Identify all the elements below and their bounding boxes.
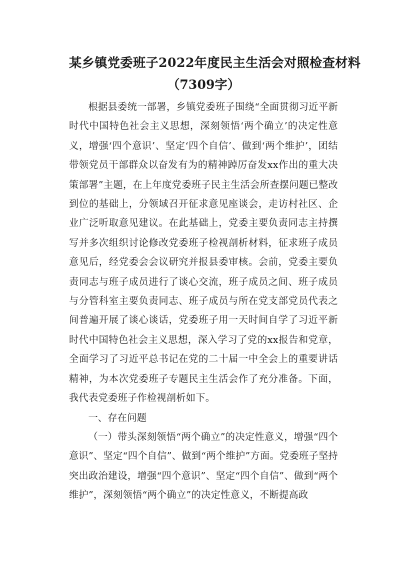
document-title: 某乡镇党委班子2022年度民主生活会对照检查材料: [69, 55, 361, 70]
body-paragraph: 根据县委统一部署，乡镇党委班子围绕“全面贯彻习近平新时代中国特色社会主义思想，深刻领悟‘两个确立’的决定性意义，增强‘四个意识’、坚定‘四个自信’、做到‘两个维护’，团结带领党员干部群众以奋发有为的精神踔厉奋发xx作出的重大决策部署”主题，在上年度党委班子民主生活会所查摆问题已整改到位的基础上，分领域召开征求意见座谈会，走访村社区、企业广泛听取意见建议。在此基础上，党委主要负责同志主持撰写并多次组织讨论修改党委班子检视剖析材料，征求班子成员意见后，经党委会会议研究并报县委审核。会前，党委主要负责同志与班子成员进行了谈心交流，班子成员之间、班子成员与分管科室主要负责同志、班子成员与所在党支部党员代表之间普遍开展了谈心谈话，党委班子用一天时间自学了习近平新时代中国特色社会主义思想，深入学习了党的xx报告和党章，全面学习了习近平总书记在党的二十届一中全会上的重要讲话精神，为本次党委班子专题民主生活会作了充分准备。下面，我代表党委班子作检视剖析如下。: [69, 102, 338, 405]
document-subtitle: （7309字）: [167, 77, 240, 92]
body-paragraph: （一）带头深刻领悟“两个确立”的决定性意义，增强“四个意识”、坚定“四个自信”、做到“两个维护”方面。党委班子坚持突出政治建设，增强“四个意识”、坚定“四个自信”、做到“两个维护”，深刻领悟“两个确立”的决定性意义，不断提高政: [69, 431, 338, 502]
section-heading: 一、存在问题: [88, 412, 147, 424]
document-body: [69, 98, 338, 506]
